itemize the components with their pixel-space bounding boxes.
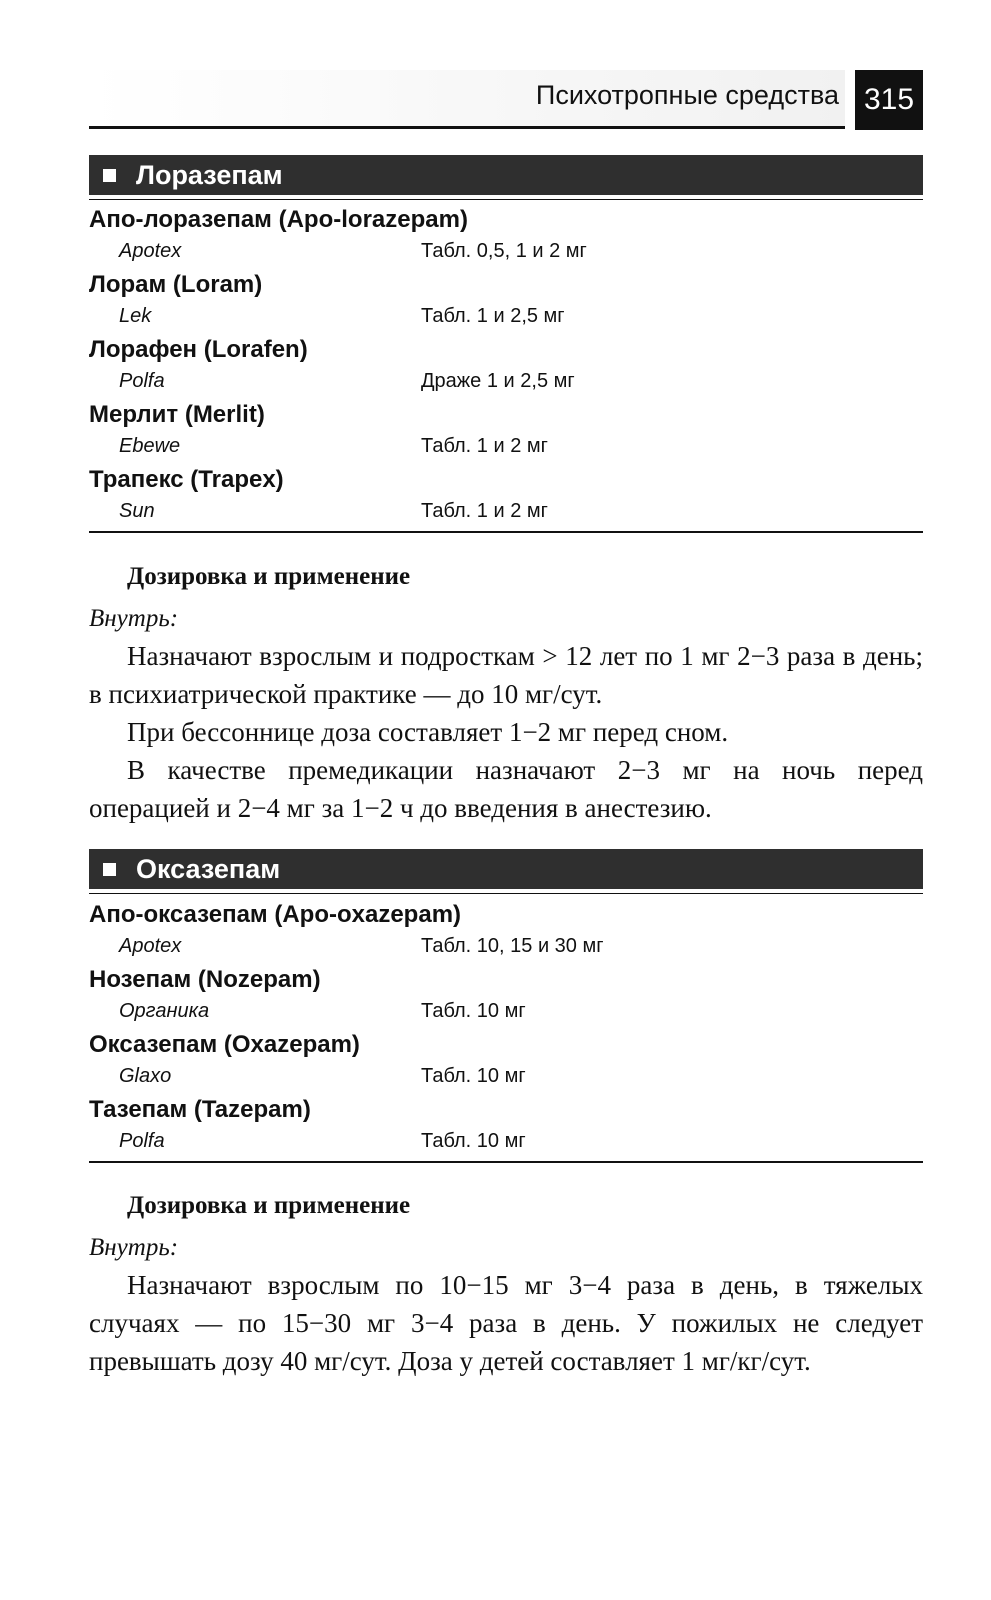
product-form: Табл. 10, 15 и 30 мг	[421, 935, 604, 957]
product-maker: Polfa	[119, 370, 165, 392]
product-name: Нозепам (Nozepam)	[89, 966, 321, 993]
product-entry	[89, 333, 923, 398]
product-name: Тазепам (Tazepam)	[89, 1096, 311, 1123]
product-form: Табл. 1 и 2 мг	[421, 435, 548, 457]
product-list-lorazepam	[89, 203, 923, 528]
section-underline	[89, 893, 923, 894]
product-maker: Органика	[119, 1000, 210, 1022]
dosage-heading: Дозировка и применение	[127, 1192, 411, 1219]
product-name: Оксазепам (Oxazepam)	[89, 1031, 360, 1058]
product-maker: Sun	[119, 500, 155, 522]
product-maker: Glaxo	[119, 1065, 172, 1087]
product-entry	[89, 203, 923, 268]
product-form: Табл. 1 и 2,5 мг	[421, 305, 565, 327]
product-entry	[89, 398, 923, 463]
product-form: Табл. 1 и 2 мг	[421, 500, 548, 522]
product-name: Апо-оксазепам (Apo-oxazepam)	[89, 901, 462, 928]
dosage-paragraph: Назначают взрослым по 10−15 мг 3−4 раза в день, в тяжелых случаях — по 15−30 мг 3−4 раза в день. У пожилых не следует превышать дозу 40 мг/сут. Доза у детей составляет 1 мг/кг/сут.	[89, 1270, 923, 1376]
product-maker: Apotex	[119, 935, 182, 957]
product-entry	[89, 963, 923, 1028]
product-list-end-rule	[89, 531, 923, 533]
product-name: Мерлит (Merlit)	[89, 401, 265, 428]
square-bullet-icon	[103, 169, 116, 182]
product-form: Табл. 0,5, 1 и 2 мг	[421, 240, 587, 262]
dosage-paragraph: При бессоннице доза составляет 1−2 мг перед сном.	[127, 717, 729, 747]
product-list-oxazepam	[89, 898, 923, 1158]
dosage-paragraph: Назначают взрослым и подросткам > 12 лет по 1 мг 2−3 раза в день; в психиатрической практике — до 10 мг/сут.	[89, 641, 923, 709]
running-header	[89, 70, 923, 130]
product-form: Табл. 10 мг	[421, 1000, 526, 1022]
product-name: Трапекс (Trapex)	[89, 466, 284, 493]
section-title: Лоразепам	[136, 160, 283, 190]
dosage-route: Внутрь:	[89, 605, 179, 632]
dosage-block-oxazepam	[89, 1188, 923, 1380]
section-title: Оксазепам	[136, 854, 281, 884]
dosage-heading: Дозировка и применение	[127, 563, 411, 590]
product-maker: Lek	[119, 305, 152, 327]
running-header-title: Психотропные средства	[535, 80, 839, 110]
product-maker: Ebewe	[119, 435, 181, 457]
product-entry	[89, 898, 923, 963]
section-underline	[89, 199, 923, 200]
square-bullet-icon	[103, 863, 116, 876]
dosage-paragraph: В качестве премедикации назначают 2−3 мг на ночь перед операцией и 2−4 мг за 1−2 ч до введения в анестезию.	[89, 755, 923, 823]
product-form: Табл. 10 мг	[421, 1130, 526, 1152]
dosage-route: Внутрь:	[89, 1234, 179, 1261]
product-name: Лорафен (Lorafen)	[89, 336, 308, 363]
section-heading-oxazepam	[89, 849, 923, 889]
product-name: Лорам (Loram)	[89, 271, 263, 298]
product-maker: Polfa	[119, 1130, 165, 1152]
product-entry	[89, 463, 923, 528]
dosage-block-lorazepam	[89, 559, 923, 827]
product-maker: Apotex	[119, 240, 182, 262]
product-list-end-rule	[89, 1161, 923, 1163]
product-name: Апо-лоразепам (Apo-lorazepam)	[89, 206, 468, 233]
product-form: Драже 1 и 2,5 мг	[421, 370, 575, 392]
product-entry	[89, 268, 923, 333]
product-form: Табл. 10 мг	[421, 1065, 526, 1087]
product-entry	[89, 1093, 923, 1158]
section-heading-lorazepam	[89, 155, 923, 195]
product-entry	[89, 1028, 923, 1093]
page-number: 315	[855, 70, 923, 130]
